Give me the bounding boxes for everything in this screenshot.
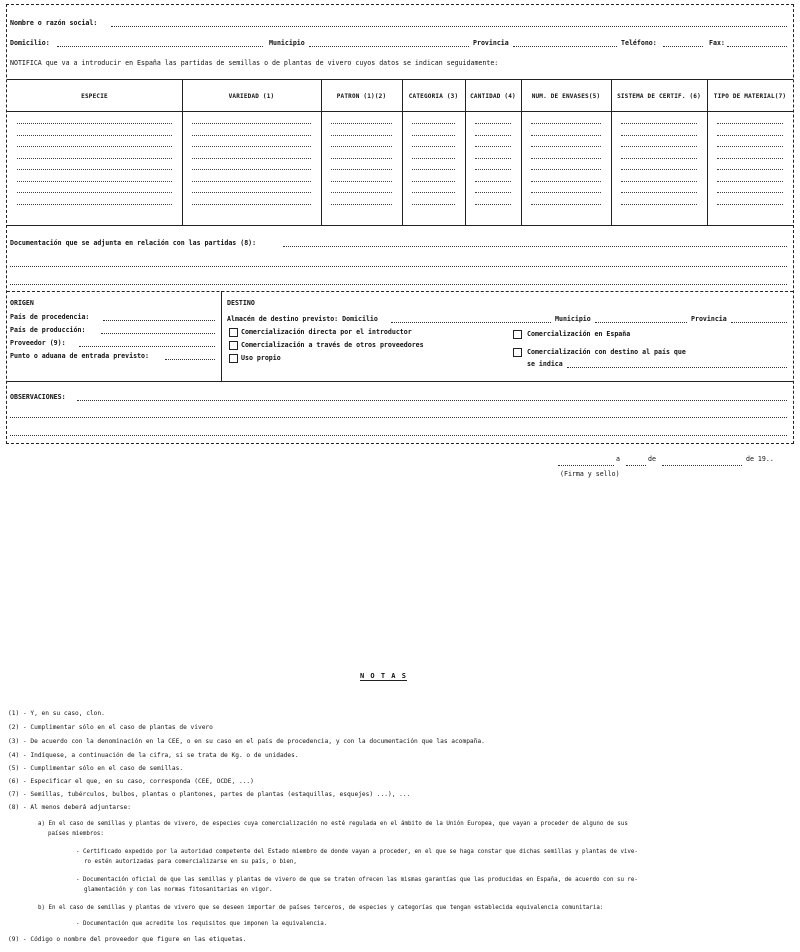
municipio-field[interactable] <box>309 40 469 47</box>
pais-produccion-field[interactable] <box>101 327 215 334</box>
nota-8b: b) En el caso de semillas y plantas de vivero que se deseen importar de países terceros, de especies y categorías que tengan establecida equivalencia comunitaria: <box>38 905 604 911</box>
checkbox-destino[interactable] <box>513 348 522 357</box>
observaciones-field[interactable] <box>77 394 787 401</box>
nota-6: (6) - Especificar el que, en su caso, corresponda (CEE, OCDE, ...) <box>8 778 254 785</box>
nota-9: (9) - Código o nombre del proveedor que figure en las etiquetas. <box>8 936 247 943</box>
notification-form <box>6 4 794 444</box>
table-cell[interactable] <box>192 146 311 147</box>
col-divider <box>465 79 466 225</box>
destino-provincia-field[interactable] <box>731 316 787 323</box>
table-cell[interactable] <box>412 169 455 170</box>
proveedor-field[interactable] <box>79 340 215 347</box>
table-cell[interactable] <box>717 204 783 205</box>
col-header-cantidad: CANTIDAD (4) <box>470 93 516 100</box>
checkbox-uso[interactable] <box>229 354 238 363</box>
table-cell[interactable] <box>412 123 455 124</box>
documentacion-label: Documentación que se adjunta en relación con las partidas (8): <box>10 239 257 247</box>
table-cell[interactable] <box>621 181 697 182</box>
provincia-label: Provincia <box>473 39 509 47</box>
nota-8a-d1-line2: ro estén autorizadas para comercializarse en su país, o bien, <box>84 859 297 865</box>
fax-label: Fax: <box>709 39 725 47</box>
firma-de1: de <box>648 455 656 463</box>
table-cell[interactable] <box>17 181 172 182</box>
nombre-label: Nombre o razón social: <box>10 19 98 27</box>
table-cell[interactable] <box>475 158 511 159</box>
table-cell[interactable] <box>717 181 783 182</box>
nota-8a-d1-line1: - Certificado expedido por la autoridad competente del Estado miembro de donde vayan a proceder, en el que se haga constar que dichas semillas y plantas de vive- <box>76 849 638 855</box>
almacen-label: Almacén de destino previsto: Domicilio <box>227 315 378 323</box>
telefono-field[interactable] <box>663 40 703 47</box>
domicilio-label: Domicilio: <box>10 39 50 47</box>
table-cell[interactable] <box>531 123 601 124</box>
table-cell[interactable] <box>531 146 601 147</box>
table-cell[interactable] <box>621 146 697 147</box>
pais-procedencia-field[interactable] <box>103 314 215 321</box>
documentacion-field-line2[interactable] <box>10 260 787 267</box>
firma-a: a <box>616 455 620 463</box>
table-cell[interactable] <box>475 181 511 182</box>
table-cell[interactable] <box>412 204 455 205</box>
opt-otros-label: Comercialización a través de otros proveedores <box>241 341 424 349</box>
table-cell[interactable] <box>192 135 311 136</box>
destino-municipio-label: Municipio <box>555 315 591 323</box>
telefono-label: Teléfono: <box>621 39 657 47</box>
table-cell[interactable] <box>192 192 311 193</box>
proveedor-label: Proveedor (9): <box>10 339 66 347</box>
table-cell[interactable] <box>475 123 511 124</box>
col-header-tipo: TIPO DE MATERIAL(7) <box>713 93 787 100</box>
nota-8a-line2: países miembros: <box>48 831 104 837</box>
col-divider <box>182 79 183 225</box>
table-cell[interactable] <box>331 181 392 182</box>
firma-dia-field[interactable] <box>626 459 646 466</box>
documentacion-field-line3[interactable] <box>10 278 787 285</box>
destino-pais-field[interactable] <box>567 361 787 368</box>
table-cell[interactable] <box>531 192 601 193</box>
table-cell[interactable] <box>621 192 697 193</box>
municipio-label: Municipio <box>269 39 305 47</box>
punto-entrada-field[interactable] <box>165 353 215 360</box>
notas-title: N O T A S <box>360 672 407 680</box>
col-header-categoria: CATEGORIA (3) <box>408 93 459 100</box>
col-header-patron: PATRON (1)(2) <box>336 93 387 100</box>
origen-title: ORIGEN <box>10 299 34 307</box>
table-cell[interactable] <box>621 204 697 205</box>
table-cell[interactable] <box>17 123 172 124</box>
domicilio-field[interactable] <box>57 40 263 47</box>
table-cell[interactable] <box>717 123 783 124</box>
opt-espana-label: Comercialización en España <box>527 330 631 338</box>
observaciones-field-line3[interactable] <box>10 429 787 436</box>
table-cell[interactable] <box>531 158 601 159</box>
table-cell[interactable] <box>17 135 172 136</box>
col-divider <box>707 79 708 225</box>
nota-2: (2) - Cumplimentar sólo en el caso de plantas de vivero <box>8 724 213 731</box>
table-cell[interactable] <box>192 204 311 205</box>
nota-4: (4) - Indíquese, a continuación de la cifra, si se trata de Kg. o de unidades. <box>8 752 299 759</box>
table-cell[interactable] <box>17 204 172 205</box>
checkbox-otros[interactable] <box>229 341 238 350</box>
table-cell[interactable] <box>17 146 172 147</box>
table-cell[interactable] <box>412 135 455 136</box>
col-divider <box>402 79 403 225</box>
table-header-border <box>7 111 793 112</box>
almacen-domicilio-field[interactable] <box>391 316 551 323</box>
col-header-certif: SISTEMA DE CERTIF. (6) <box>617 93 701 100</box>
nota-3: (3) - De acuerdo con la denominación en la CEE, o en su caso en el país de procedencia, y con la documentación que las acompaña. <box>8 738 485 745</box>
table-top-border <box>7 79 793 80</box>
table-cell[interactable] <box>531 204 601 205</box>
table-cell[interactable] <box>475 192 511 193</box>
checkbox-espana[interactable] <box>513 330 522 339</box>
documentacion-field[interactable] <box>283 240 787 247</box>
table-cell[interactable] <box>717 192 783 193</box>
nota-8a-line1: a) En el caso de semillas y plantas de vivero, de especies cuya comercialización no esté regulada en el ámbito de la Unión Europea, que vayan a proceder de alguno de sus <box>38 821 628 827</box>
col-header-envases: NUM. DE ENVASES(5) <box>531 93 601 100</box>
table-cell[interactable] <box>531 169 601 170</box>
table-cell[interactable] <box>331 192 392 193</box>
table-cell[interactable] <box>331 146 392 147</box>
table-cell[interactable] <box>717 169 783 170</box>
table-cell[interactable] <box>192 158 311 159</box>
pais-procedencia-label: País de procedencia: <box>10 313 90 321</box>
table-cell[interactable] <box>717 146 783 147</box>
section-divider <box>7 291 793 292</box>
table-cell[interactable] <box>717 158 783 159</box>
destino-municipio-field[interactable] <box>595 316 687 323</box>
table-cell[interactable] <box>192 123 311 124</box>
table-cell[interactable] <box>192 169 311 170</box>
table-cell[interactable] <box>412 192 455 193</box>
nota-7: (7) - Semillas, tubérculos, bulbos, plantas o plantones, partes de plantas (estaquillas, esquejes) ...), ... <box>8 791 411 798</box>
nota-8a-d2-line1: - Documentación oficial de que las semillas y plantas de vivero de que se traten ofrecen las mismas garantías que las producidas en España, de acuerdo con su re- <box>76 877 638 883</box>
table-cell[interactable] <box>17 169 172 170</box>
table-cell[interactable] <box>331 204 392 205</box>
opt-destino-label2: se indica <box>527 360 563 368</box>
table-cell[interactable] <box>331 123 392 124</box>
fax-field[interactable] <box>727 40 787 47</box>
origen-destino-divider <box>221 291 222 381</box>
observaciones-label: OBSERVACIONES: <box>10 393 66 401</box>
table-cell[interactable] <box>621 158 697 159</box>
table-cell[interactable] <box>17 192 172 193</box>
col-header-especie: ESPECIE <box>81 93 108 100</box>
table-cell[interactable] <box>475 146 511 147</box>
nota-1: (1) - Y, en su caso, clon. <box>8 710 105 717</box>
col-divider <box>611 79 612 225</box>
table-cell[interactable] <box>475 204 511 205</box>
col-divider <box>321 79 322 225</box>
opt-uso-label: Uso propio <box>241 354 281 362</box>
table-cell[interactable] <box>331 135 392 136</box>
checkbox-directa[interactable] <box>229 328 238 337</box>
firma-label: (Firma y sello) <box>560 470 620 478</box>
firma-mes-field[interactable] <box>662 459 742 466</box>
nota-8a-d2-line2: glamentación y con las normas fitosanitarias en vigor. <box>84 887 273 893</box>
nota-8b-d1: - Documentación que acredite los requisitos que imponen la equivalencia. <box>76 921 328 927</box>
opt-destino-label: Comercialización con destino al país que <box>527 348 686 356</box>
table-cell[interactable] <box>412 158 455 159</box>
provincia-field[interactable] <box>513 40 617 47</box>
opt-directa-label: Comercialización directa por el introductor <box>241 328 412 336</box>
table-cell[interactable] <box>475 135 511 136</box>
punto-entrada-label: Punto o aduana de entrada previsto: <box>10 352 149 360</box>
table-cell[interactable] <box>412 146 455 147</box>
firma-lugar-field[interactable] <box>558 459 614 466</box>
col-divider <box>521 79 522 225</box>
table-cell[interactable] <box>531 135 601 136</box>
table-bottom-border <box>7 225 793 226</box>
table-cell[interactable] <box>531 181 601 182</box>
notifica-text: NOTIFICA que va a introducir en España las partidas de semillas o de plantas de vivero cuyos datos se indican seguidamente: <box>10 59 499 67</box>
table-cell[interactable] <box>621 169 697 170</box>
table-cell[interactable] <box>331 158 392 159</box>
nombre-field[interactable] <box>111 20 787 27</box>
nota-5: (5) - Cumplimentar sólo en el caso de semillas. <box>8 765 184 772</box>
table-cell[interactable] <box>475 169 511 170</box>
pais-produccion-label: País de producción: <box>10 326 86 334</box>
destino-provincia-label: Provincia <box>691 315 727 323</box>
table-cell[interactable] <box>412 181 455 182</box>
table-cell[interactable] <box>331 169 392 170</box>
section-divider <box>7 381 793 382</box>
observaciones-field-line2[interactable] <box>10 411 787 418</box>
col-header-variedad: VARIEDAD (1) <box>228 93 275 100</box>
table-cell[interactable] <box>621 123 697 124</box>
table-cell[interactable] <box>717 135 783 136</box>
table-cell[interactable] <box>17 158 172 159</box>
destino-title: DESTINO <box>227 299 255 307</box>
firma-de19: de 19.. <box>746 455 774 463</box>
table-cell[interactable] <box>621 135 697 136</box>
table-cell[interactable] <box>192 181 311 182</box>
nota-8: (8) - Al menos deberá adjuntarse: <box>8 804 131 811</box>
